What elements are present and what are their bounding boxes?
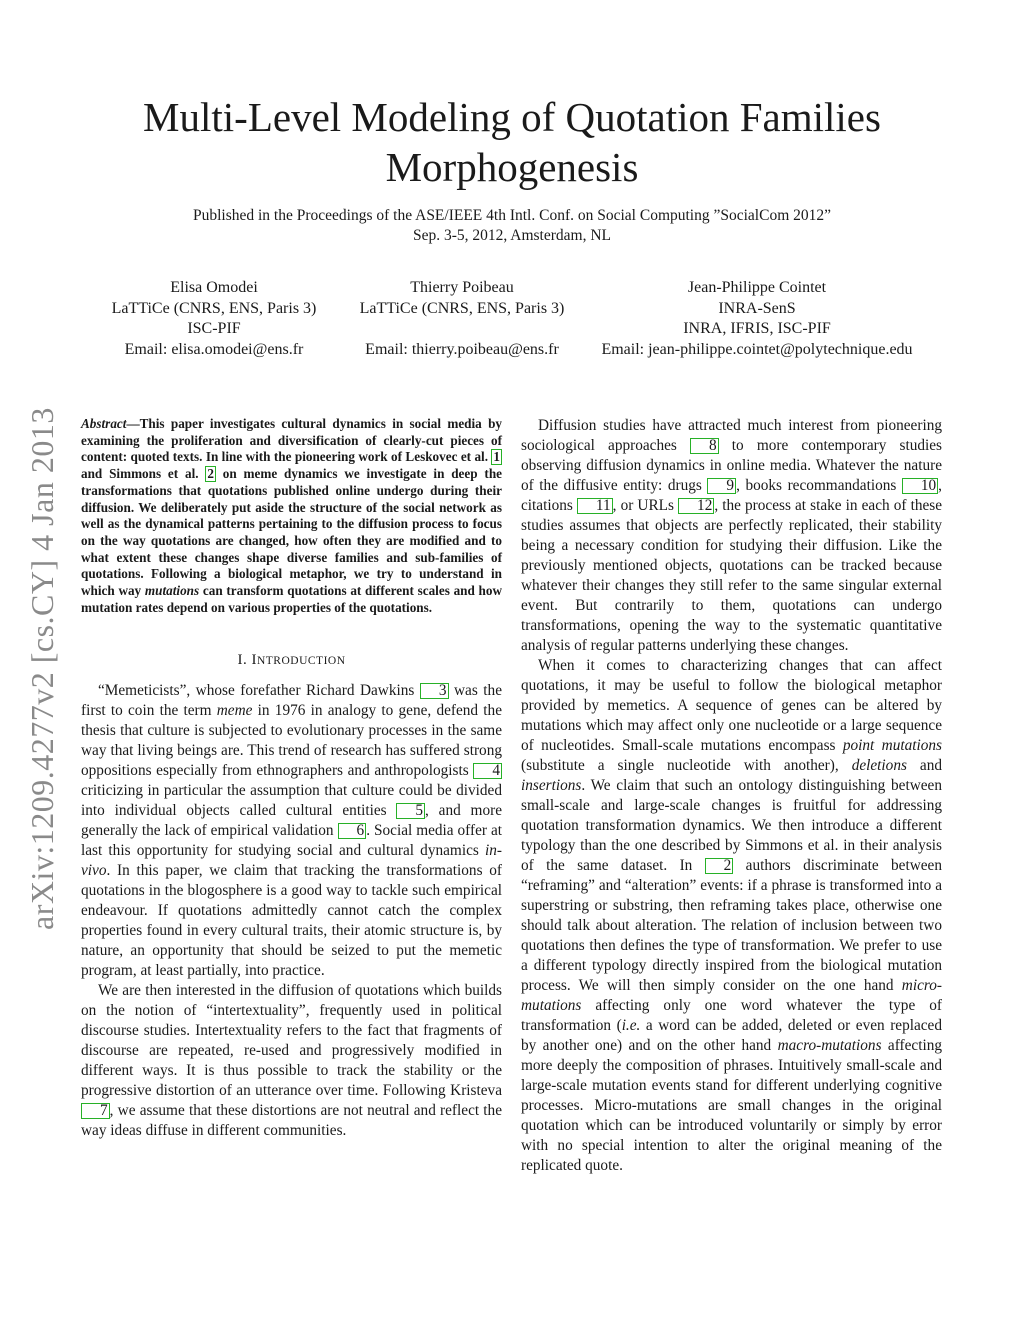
intro-paragraph-1: “Memeticists”, whose forefather Richard Dawkins 3 was the first to coin the term meme in 1976 in analogy to gene, defend the thesis that culture is subjected to evolutionary processes in the same way that living beings are. This trend of research has suffered strong oppositions especially from ethnographers and anthropologists 4 criticizing in particular the assumption that culture could be divided into individual objects called cultural entities 5 , and more generally the lack of empirical validation 6 . Social media offer at last this opportunity for studying social and cultural dynamics in-vivo. In this paper, we claim that tracking the transformations of quotations in the blogosphere is a good way to tackle such empirical endeavour. If quotations admittedly cannot catch the complex properties found in every cultural traits, their atomic structure is, by nature, an opportunity that should be seized to put the memetic program, at least partially, into practice.	[81, 682, 502, 980]
author-3	[592, 278, 922, 360]
author-1	[102, 278, 326, 360]
arxiv-stamp: arXiv:1209.4277v2 [cs.CY] 4 Jan 2013	[24, 407, 60, 930]
author-2	[350, 278, 574, 360]
right-column	[521, 416, 942, 1176]
abstract: Abstract—This paper investigates cultural dynamics in social media by examining the proliferation and diversification of clearly-cut pieces of content: quoted texts. In line with the pioneering work of Leskovec et al. 1 and Simmons et al. 2 on meme dynamics we investigate in deep the transformations that quotations published online undergo during their diffusion. We deliberately put aside the structure of the social network as well as the dynamical patterns pertaining to the diffusion process to focus on the way quotations are changed, how often they are modified and to what extent these changes shape diverse families and sub-families of quotations. Following a biological metaphor, we try to understand in which way mutations can transform quotations at different scales and how mutation rates depend on various properties of the quotations.	[81, 416, 503, 615]
citation-link[interactable]: 1	[493, 449, 500, 465]
author-email: Email: jean-philippe.cointet@polytechnique.edu	[601, 340, 913, 358]
author-affiliation: INRA-SenS	[718, 299, 796, 317]
author-affiliation	[350, 319, 574, 340]
publication-line-1: Published in the Proceedings of the ASE/IEEE 4th Intl. Conf. on Social Computing ”SocialCom 2012”	[192, 207, 832, 224]
author-affiliation: ISC-PIF	[187, 320, 241, 337]
citation-link[interactable]: 7	[81, 1103, 110, 1119]
author-affiliation: LaTTiCe (CNRS, ENS, Paris 3)	[111, 299, 317, 317]
body-paragraph-mutations: When it comes to characterizing changes that can affect quotations, it may be useful to follow the biological metaphor provided by memetics. A sequence of genes can be altered by mutations which may affect only one nucleotide or a large sequence of nucleotides. Small-scale mutations encompass point mutations (substitute a single nucleotide with another), deletions and insertions. We claim that such an ontology distinguishing between small-scale and large-scale changes is fruitful for addressing quotation transformation dynamics. We then introduce a different typology than the one described by Simmons et al. in their analysis of the same dataset. In 2 authors discriminate between “reframing” and “alteration” events: if a phrase is transformed into a superstring or substring, then reframing takes place, otherwise one should talk about alteration. The relation of inclusion between two quotations then defines the type of transformation. We prefer to use a different typology directly inspired from the biological mutation process. We will then simply consider on the one hand micro-mutations affecting only one word whatever the type of transformation (i.e. a word can be added, deleted or even replaced by another one) and on the other hand macro-mutations affecting more deeply the composition of phrases. Intuitively small-scale and large-scale mutation events stand for different underlying cognitive processes. Micro-mutations are small changes in the original quotation which can be introduced voluntarily or simply by error with no special intention to alter the original meaning of the replicated quote.	[521, 657, 942, 1174]
author-affiliation: INRA, IFRIS, ISC-PIF	[683, 320, 831, 337]
citation-link[interactable]: 10	[902, 478, 938, 494]
citation-link[interactable]: 8	[690, 438, 719, 454]
author-email: Email: thierry.poibeau@ens.fr	[365, 340, 559, 358]
author-name: Jean-Philippe Cointet	[687, 279, 827, 296]
publication-note	[120, 206, 904, 246]
citation-link[interactable]: 12	[678, 498, 714, 514]
citation-link[interactable]: 2	[207, 466, 214, 482]
citation-link[interactable]: 5	[396, 803, 425, 819]
author-affiliation: LaTTiCe (CNRS, ENS, Paris 3)	[359, 299, 565, 317]
paper-title	[80, 92, 944, 192]
author-email: Email: elisa.omodei@ens.fr	[124, 340, 304, 358]
citation-link[interactable]: 4	[473, 763, 502, 779]
title-line-1: Multi-Level Modeling of Quotation Families	[143, 94, 881, 140]
citation-link[interactable]: 9	[707, 478, 736, 494]
author-name: Thierry Poibeau	[410, 279, 514, 296]
intro-paragraph-2: We are then interested in the diffusion of quotations which builds on the notion of “intertextuality”, frequently used in political discourse studies. Intertextuality refers to the fact that fragments of discourse are repeated, re-used and progressively modified in different ways. It is thus possible to track the stability or the progressive distortion of an utterance over time. Following Kristeva 7 , we assume that these distortions are not neutral and reflect the way ideas diffuse in different communities.	[81, 982, 502, 1140]
body-paragraph-diffusion: Diffusion studies have attracted much interest from pioneering sociological approaches 8 to more contemporary studies observing diffusion dynamics in online media. Whatever the nature of the diffusive entity: drugs 9 , books recommandations 10 , citations 11 , or URLs 12 , the process at stake in each of these studies assumes that objects are perfectly replicated, their stability being a necessary condition for studying their diffusion. Like the previously mentioned objects, quotations can be tracked because whatever their changes they still refer to the same singular external event. But contrarily to them, quotations can undergo transformations, opening the way to the systematic quantitative analysis of regular patterns underlying these changes.	[521, 417, 942, 654]
citation-link[interactable]: 11	[577, 498, 613, 514]
citation-link[interactable]: 2	[705, 858, 734, 874]
left-column	[81, 416, 502, 1141]
title-line-2: Morphogenesis	[385, 144, 639, 190]
citation-link[interactable]: 3	[420, 683, 449, 699]
abstract-label: Abstract	[81, 416, 127, 431]
publication-line-2: Sep. 3-5, 2012, Amsterdam, NL	[412, 227, 612, 244]
citation-link[interactable]: 6	[338, 823, 367, 839]
section-heading-introduction: I. INTRODUCTION	[237, 652, 346, 669]
author-name: Elisa Omodei	[170, 279, 258, 296]
